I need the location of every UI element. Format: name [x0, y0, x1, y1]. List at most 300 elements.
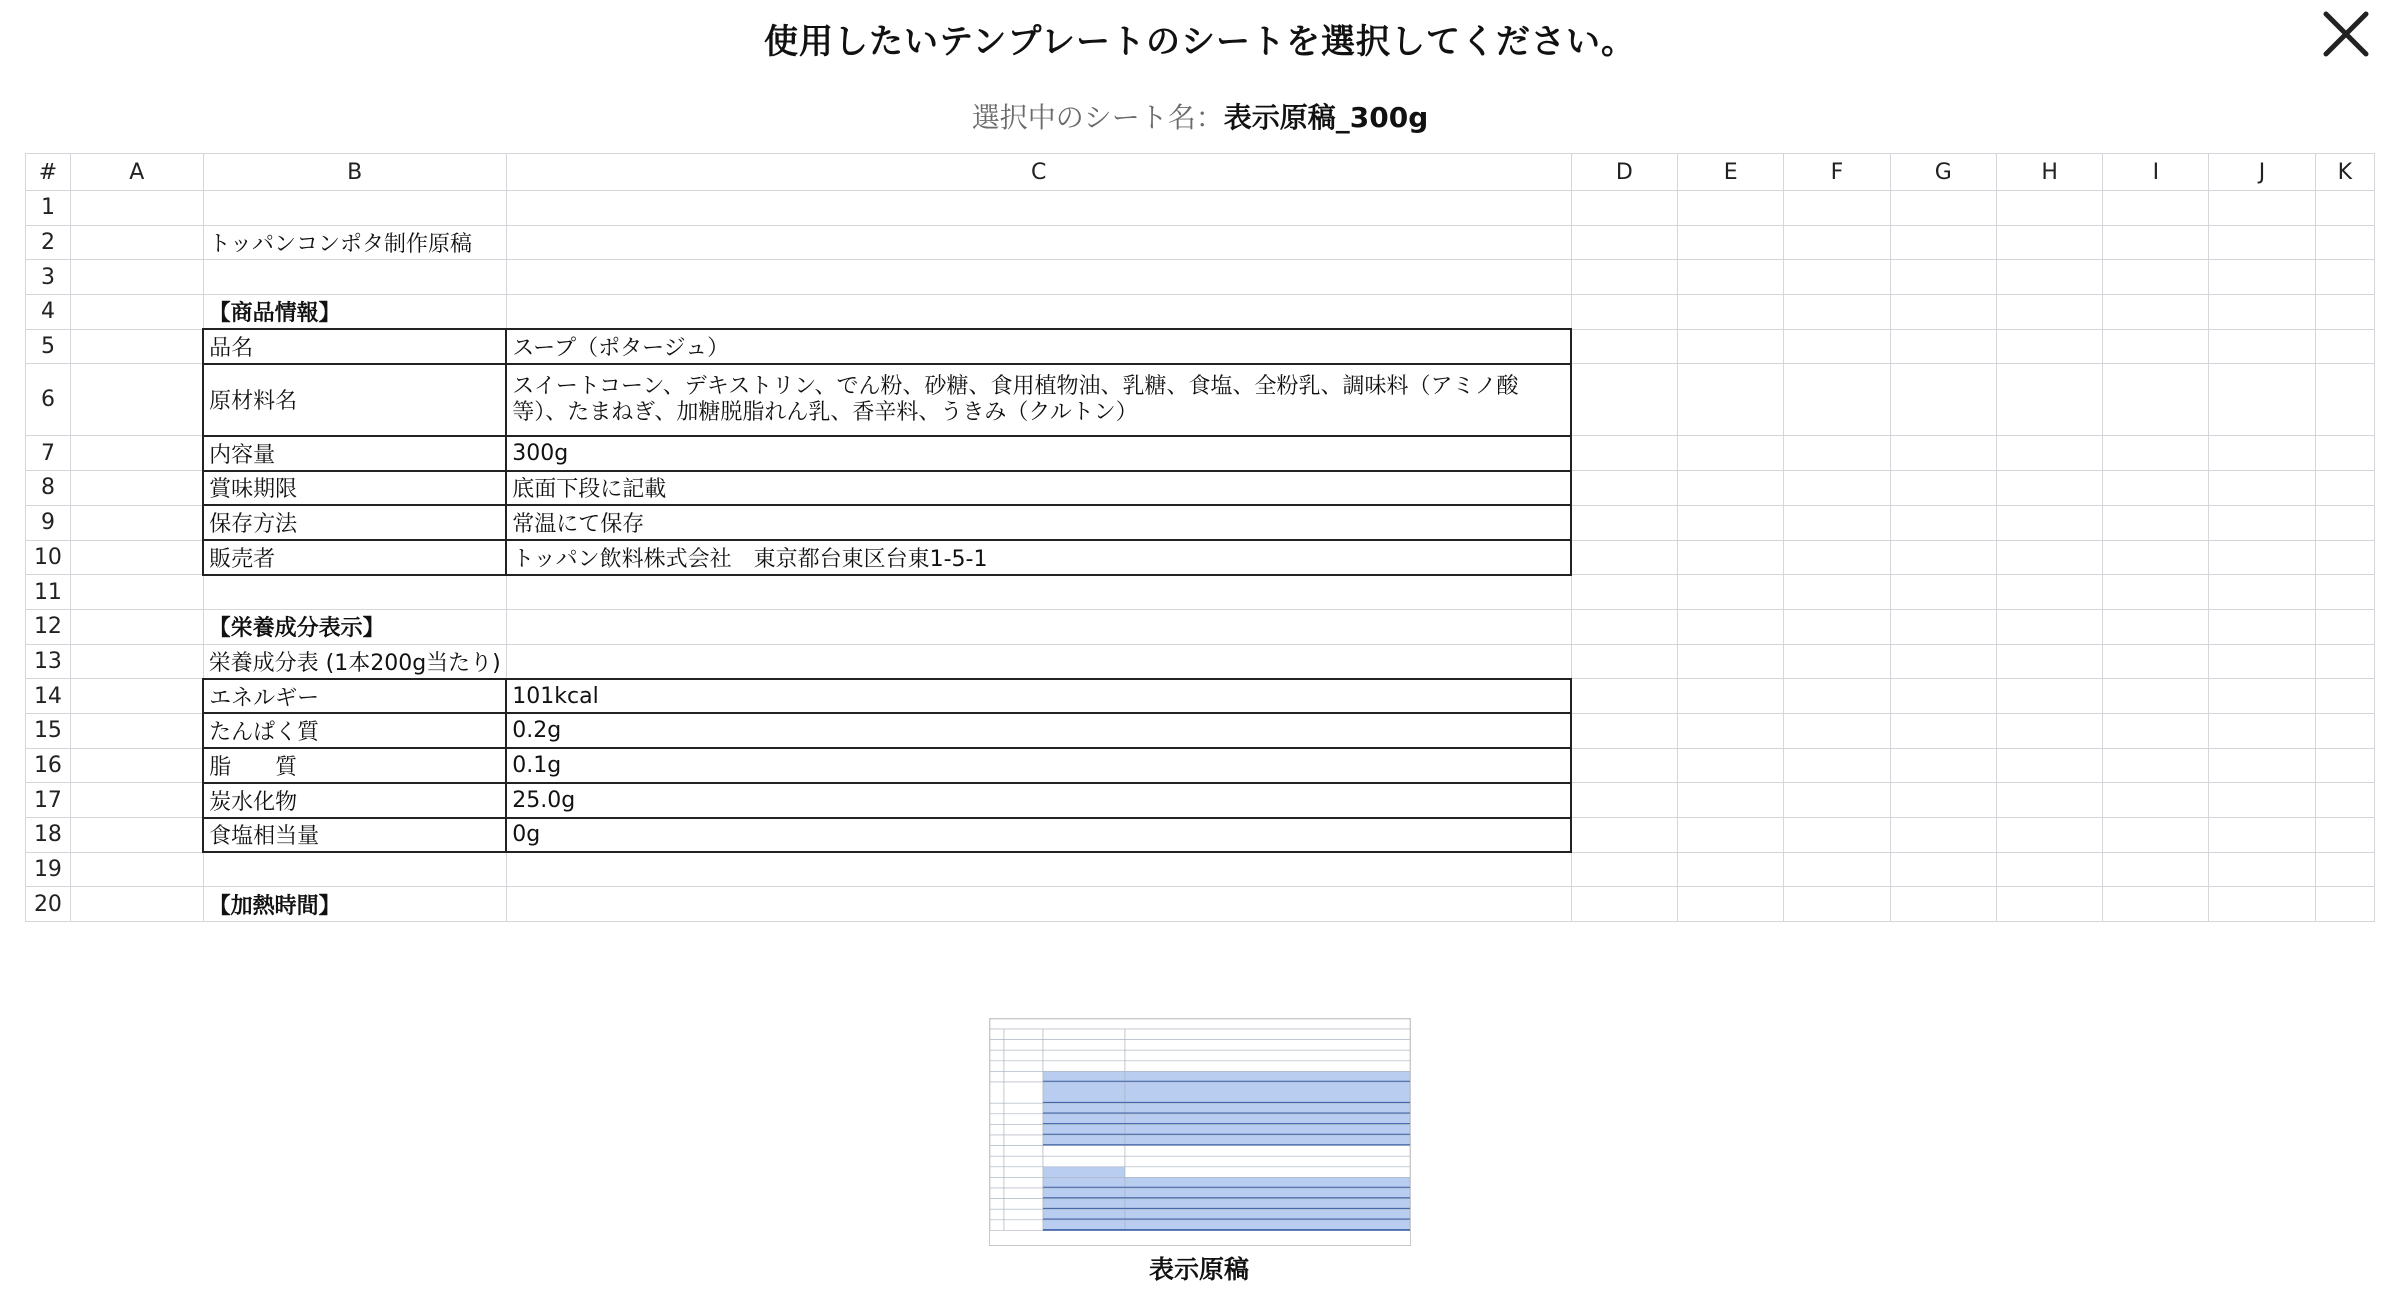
- cell-a: [70, 471, 203, 506]
- thumb-cell: [1125, 1103, 1410, 1114]
- row-number: 3: [26, 260, 71, 295]
- thumbnail-label[interactable]: 表示原稿: [1148, 1255, 1249, 1284]
- cell-h: [1997, 852, 2103, 887]
- cell-k: [2315, 818, 2374, 853]
- sheet-row: [26, 609, 2375, 644]
- cell-f: [1784, 364, 1890, 436]
- thumb-cell: [1043, 1040, 1125, 1051]
- cell-a: [70, 260, 203, 295]
- thumb-cell: [990, 1103, 1004, 1114]
- cell-i: [2103, 191, 2209, 226]
- thumb-cell: [990, 1156, 1004, 1167]
- cell-g: [1890, 679, 1996, 714]
- thumb-cell: [1125, 1146, 1410, 1157]
- cell-d: [1571, 575, 1677, 610]
- sheet-row: [26, 679, 2375, 714]
- column-header-d: D: [1571, 154, 1677, 191]
- cell-f: [1784, 679, 1890, 714]
- thumb-cell: [1043, 1114, 1125, 1125]
- cell-a: [70, 748, 203, 783]
- cell-e: [1678, 887, 1784, 922]
- cell-b: 食塩相当量: [203, 818, 506, 853]
- cell-g: [1890, 609, 1996, 644]
- cell-a: [70, 609, 203, 644]
- sheet-row: [26, 818, 2375, 853]
- cell-j: [2209, 818, 2315, 853]
- cell-f: [1784, 260, 1890, 295]
- cell-b: 炭水化物: [203, 783, 506, 818]
- column-header-c: C: [506, 154, 1571, 191]
- thumb-cell: [990, 1167, 1004, 1178]
- row-number: 8: [26, 471, 71, 506]
- thumb-cell: [1004, 1220, 1043, 1231]
- cell-e: [1678, 329, 1784, 364]
- cell-a: [70, 505, 203, 540]
- cell-k: [2315, 225, 2374, 260]
- cell-b: [203, 260, 506, 295]
- thumb-cell: [1125, 1156, 1410, 1167]
- thumb-cell: [1125, 1029, 1410, 1040]
- sheet-row: [26, 748, 2375, 783]
- cell-f: [1784, 748, 1890, 783]
- cell-c: 300g: [506, 436, 1571, 471]
- sheet-row: [26, 329, 2375, 364]
- sheet-row: [26, 295, 2375, 330]
- cell-c: [506, 852, 1571, 887]
- cell-e: [1678, 852, 1784, 887]
- row-number: 5: [26, 329, 71, 364]
- cell-h: [1997, 644, 2103, 679]
- cell-e: [1678, 364, 1784, 436]
- cell-b: 内容量: [203, 436, 506, 471]
- cell-j: [2209, 575, 2315, 610]
- cell-a: [70, 540, 203, 575]
- cell-g: [1890, 436, 1996, 471]
- cell-a: [70, 818, 203, 853]
- cell-i: [2103, 748, 2209, 783]
- cell-j: [2209, 191, 2315, 226]
- thumb-cell: [1125, 1220, 1410, 1231]
- row-number: 9: [26, 505, 71, 540]
- cell-c: トッパン飲料株式会社 東京都台東区台東1-5-1: [506, 540, 1571, 575]
- cell-d: [1571, 540, 1677, 575]
- thumb-cell: [1043, 1188, 1125, 1199]
- cell-j: [2209, 783, 2315, 818]
- cell-c: 0.1g: [506, 748, 1571, 783]
- cell-e: [1678, 713, 1784, 748]
- cell-e: [1678, 644, 1784, 679]
- cell-d: [1571, 644, 1677, 679]
- cell-g: [1890, 783, 1996, 818]
- cell-h: [1997, 713, 2103, 748]
- sheet-row: [26, 540, 2375, 575]
- row-number: 1: [26, 191, 71, 226]
- cell-k: [2315, 436, 2374, 471]
- selected-sheet-info: [0, 96, 2400, 140]
- column-header-row: [26, 154, 2375, 191]
- cell-h: [1997, 436, 2103, 471]
- cell-c: [506, 887, 1571, 922]
- cell-d: [1571, 505, 1677, 540]
- cell-c: [506, 575, 1571, 610]
- cell-d: [1571, 818, 1677, 853]
- row-number: 6: [26, 364, 71, 436]
- cell-g: [1890, 505, 1996, 540]
- cell-h: [1997, 609, 2103, 644]
- cell-h: [1997, 748, 2103, 783]
- thumb-cell: [990, 1040, 1004, 1051]
- column-header-h: H: [1997, 154, 2103, 191]
- cell-f: [1784, 609, 1890, 644]
- cell-i: [2103, 852, 2209, 887]
- sheet-row: [26, 471, 2375, 506]
- row-number: 10: [26, 540, 71, 575]
- cell-k: [2315, 679, 2374, 714]
- cell-d: [1571, 329, 1677, 364]
- cell-b: 販売者: [203, 540, 506, 575]
- thumb-cell: [990, 1188, 1004, 1199]
- cell-e: [1678, 575, 1784, 610]
- cell-d: [1571, 191, 1677, 226]
- cell-e: [1678, 505, 1784, 540]
- cell-b: たんぱく質: [203, 713, 506, 748]
- cell-a: [70, 679, 203, 714]
- cell-i: [2103, 887, 2209, 922]
- cell-i: [2103, 644, 2209, 679]
- thumb-cell: [990, 1199, 1004, 1210]
- cell-b: [203, 191, 506, 226]
- cell-j: [2209, 260, 2315, 295]
- thumb-cell: [1043, 1071, 1125, 1082]
- cell-j: [2209, 364, 2315, 436]
- cell-h: [1997, 818, 2103, 853]
- cell-i: [2103, 505, 2209, 540]
- sheet-row: [26, 783, 2375, 818]
- selected-sheet-name: 表示原稿_300g: [1223, 101, 1429, 134]
- thumb-cell: [1125, 1188, 1410, 1199]
- thumb-cell: [990, 1071, 1004, 1082]
- cell-a: [70, 783, 203, 818]
- cell-j: [2209, 471, 2315, 506]
- thumb-cell: [1004, 1124, 1043, 1135]
- cell-g: [1890, 329, 1996, 364]
- sheet-table: [25, 153, 2375, 922]
- cell-f: [1784, 329, 1890, 364]
- cell-g: [1890, 225, 1996, 260]
- sheet-row: [26, 225, 2375, 260]
- cell-k: [2315, 260, 2374, 295]
- cell-d: [1571, 887, 1677, 922]
- cell-c: 25.0g: [506, 783, 1571, 818]
- cell-g: [1890, 540, 1996, 575]
- cell-g: [1890, 260, 1996, 295]
- thumb-cell: [1004, 1040, 1043, 1051]
- cell-g: [1890, 818, 1996, 853]
- cell-a: [70, 852, 203, 887]
- cell-a: [70, 436, 203, 471]
- cell-h: [1997, 225, 2103, 260]
- cell-k: [2315, 887, 2374, 922]
- cell-k: [2315, 783, 2374, 818]
- cell-b: エネルギー: [203, 679, 506, 714]
- row-number: 19: [26, 852, 71, 887]
- cell-d: [1571, 436, 1677, 471]
- cell-f: [1784, 575, 1890, 610]
- thumb-cell: [1004, 1029, 1043, 1040]
- row-number: 18: [26, 818, 71, 853]
- row-number: 2: [26, 225, 71, 260]
- sheet-row: [26, 191, 2375, 226]
- template-thumbnail[interactable]: [989, 1018, 1411, 1246]
- column-header-i: I: [2103, 154, 2209, 191]
- sheet-preview[interactable]: [25, 153, 2375, 968]
- thumb-header: [990, 1019, 1410, 1029]
- thumbnail-preview-image: [990, 1019, 1410, 1245]
- cell-b: 保存方法: [203, 505, 506, 540]
- cell-h: [1997, 260, 2103, 295]
- thumb-cell: [1125, 1071, 1410, 1082]
- cell-c: 0g: [506, 818, 1571, 853]
- cell-j: [2209, 748, 2315, 783]
- sheet-row: [26, 887, 2375, 922]
- row-number: 17: [26, 783, 71, 818]
- cell-d: [1571, 783, 1677, 818]
- cell-k: [2315, 191, 2374, 226]
- thumb-cell: [1125, 1199, 1410, 1210]
- thumb-cell: [1125, 1050, 1410, 1061]
- cell-f: [1784, 540, 1890, 575]
- cell-i: [2103, 471, 2209, 506]
- thumb-cell: [990, 1135, 1004, 1146]
- cell-e: [1678, 540, 1784, 575]
- cell-b: 【加熱時間】: [203, 887, 506, 922]
- cell-h: [1997, 783, 2103, 818]
- thumb-cell: [1125, 1124, 1410, 1135]
- cell-b: 【栄養成分表示】: [203, 609, 506, 644]
- thumb-cell: [1125, 1082, 1410, 1103]
- cell-g: [1890, 295, 1996, 330]
- column-header-a: A: [70, 154, 203, 191]
- thumb-cell: [990, 1209, 1004, 1220]
- cell-h: [1997, 329, 2103, 364]
- cell-g: [1890, 852, 1996, 887]
- thumb-cell: [990, 1177, 1004, 1188]
- cell-j: [2209, 436, 2315, 471]
- cell-d: [1571, 364, 1677, 436]
- cell-f: [1784, 471, 1890, 506]
- thumb-cell: [1004, 1209, 1043, 1220]
- cell-e: [1678, 436, 1784, 471]
- cell-b: 原材料名: [203, 364, 506, 436]
- cell-f: [1784, 818, 1890, 853]
- sheet-row: [26, 505, 2375, 540]
- cell-f: [1784, 783, 1890, 818]
- thumb-cell: [1004, 1114, 1043, 1125]
- selected-sheet-label: 選択中のシート名：: [971, 101, 1224, 134]
- thumb-cell: [990, 1124, 1004, 1135]
- thumb-cell: [1043, 1167, 1125, 1178]
- thumb-cell: [1004, 1167, 1043, 1178]
- dialog-title: 使用したいテンプレートのシートを選択してください。: [764, 22, 1636, 62]
- cell-k: [2315, 609, 2374, 644]
- cell-f: [1784, 436, 1890, 471]
- thumb-cell: [1043, 1061, 1125, 1072]
- thumb-cell: [1043, 1135, 1125, 1146]
- cell-i: [2103, 818, 2209, 853]
- cell-b: 品名: [203, 329, 506, 364]
- cell-k: [2315, 505, 2374, 540]
- cell-j: [2209, 713, 2315, 748]
- cell-f: [1784, 713, 1890, 748]
- thumb-cell: [1125, 1061, 1410, 1072]
- cell-j: [2209, 887, 2315, 922]
- cell-f: [1784, 887, 1890, 922]
- thumb-cell: [1043, 1220, 1125, 1231]
- cell-c: 101kcal: [506, 679, 1571, 714]
- thumb-cell: [990, 1114, 1004, 1125]
- column-header-b: B: [203, 154, 506, 191]
- thumb-cell: [1004, 1071, 1043, 1082]
- cell-j: [2209, 644, 2315, 679]
- cell-d: [1571, 713, 1677, 748]
- corner-header: #: [26, 154, 71, 191]
- cell-h: [1997, 364, 2103, 436]
- sheet-row: [26, 575, 2375, 610]
- thumb-cell: [1125, 1177, 1410, 1188]
- cell-e: [1678, 471, 1784, 506]
- sheet-row: [26, 436, 2375, 471]
- sheet-row: [26, 852, 2375, 887]
- column-header-f: F: [1784, 154, 1890, 191]
- row-number: 4: [26, 295, 71, 330]
- row-number: 12: [26, 609, 71, 644]
- cell-a: [70, 191, 203, 226]
- cell-a: [70, 713, 203, 748]
- cell-j: [2209, 329, 2315, 364]
- row-number: 14: [26, 679, 71, 714]
- cell-i: [2103, 364, 2209, 436]
- cell-j: [2209, 679, 2315, 714]
- cell-e: [1678, 818, 1784, 853]
- cell-c: [506, 260, 1571, 295]
- cell-a: [70, 329, 203, 364]
- cell-b: [203, 575, 506, 610]
- cell-h: [1997, 505, 2103, 540]
- cell-a: [70, 364, 203, 436]
- thumb-cell: [1043, 1103, 1125, 1114]
- cell-c: [506, 644, 1571, 679]
- cell-e: [1678, 260, 1784, 295]
- cell-e: [1678, 225, 1784, 260]
- thumb-cell: [1043, 1146, 1125, 1157]
- thumb-cell: [1043, 1156, 1125, 1167]
- cell-c: [506, 609, 1571, 644]
- cell-k: [2315, 471, 2374, 506]
- sheet-row: [26, 364, 2375, 436]
- cell-i: [2103, 295, 2209, 330]
- thumb-cell: [1004, 1199, 1043, 1210]
- cell-k: [2315, 295, 2374, 330]
- cell-g: [1890, 471, 1996, 506]
- cell-h: [1997, 679, 2103, 714]
- cell-f: [1784, 644, 1890, 679]
- cell-c: [506, 191, 1571, 226]
- thumb-cell: [1004, 1188, 1043, 1199]
- thumb-cell: [1004, 1156, 1043, 1167]
- cell-g: [1890, 748, 1996, 783]
- thumb-cell: [1004, 1135, 1043, 1146]
- row-number: 16: [26, 748, 71, 783]
- cell-a: [70, 295, 203, 330]
- cell-a: [70, 644, 203, 679]
- column-header-j: J: [2209, 154, 2315, 191]
- thumb-cell: [1043, 1124, 1125, 1135]
- cell-c: [506, 225, 1571, 260]
- cell-h: [1997, 575, 2103, 610]
- cell-k: [2315, 644, 2374, 679]
- thumb-cell: [990, 1146, 1004, 1157]
- thumb-cell: [1125, 1167, 1410, 1178]
- thumb-cell: [990, 1061, 1004, 1072]
- close-button[interactable]: [2318, 6, 2374, 62]
- cell-d: [1571, 225, 1677, 260]
- cell-f: [1784, 225, 1890, 260]
- thumb-cell: [1043, 1029, 1125, 1040]
- cell-k: [2315, 364, 2374, 436]
- thumb-cell: [990, 1029, 1004, 1040]
- sheet-row: [26, 713, 2375, 748]
- cell-e: [1678, 748, 1784, 783]
- row-number: 13: [26, 644, 71, 679]
- cell-g: [1890, 713, 1996, 748]
- close-icon: [2318, 6, 2374, 62]
- sheet-row: [26, 260, 2375, 295]
- cell-j: [2209, 609, 2315, 644]
- cell-g: [1890, 887, 1996, 922]
- cell-k: [2315, 329, 2374, 364]
- cell-c: スイートコーン、デキストリン、でん粉、砂糖、食用植物油、乳糖、食塩、全粉乳、調味料（アミノ酸等）、たまねぎ、加糖脱脂れん乳、香辛料、うきみ（クルトン）: [506, 364, 1571, 436]
- cell-e: [1678, 679, 1784, 714]
- column-header-g: G: [1890, 154, 1996, 191]
- row-number: 11: [26, 575, 71, 610]
- cell-a: [70, 575, 203, 610]
- cell-c: 常温にて保存: [506, 505, 1571, 540]
- cell-i: [2103, 713, 2209, 748]
- cell-b: 栄養成分表 (1本200g当たり): [203, 644, 506, 679]
- cell-f: [1784, 505, 1890, 540]
- column-header-e: E: [1678, 154, 1784, 191]
- thumb-cell: [1125, 1209, 1410, 1220]
- cell-i: [2103, 679, 2209, 714]
- cell-i: [2103, 436, 2209, 471]
- thumb-cell: [1004, 1177, 1043, 1188]
- cell-h: [1997, 191, 2103, 226]
- cell-e: [1678, 191, 1784, 226]
- cell-j: [2209, 540, 2315, 575]
- thumb-cell: [1004, 1146, 1043, 1157]
- cell-c: スープ（ポタージュ）: [506, 329, 1571, 364]
- cell-f: [1784, 295, 1890, 330]
- thumb-cell: [1043, 1199, 1125, 1210]
- cell-i: [2103, 225, 2209, 260]
- cell-f: [1784, 852, 1890, 887]
- row-number: 20: [26, 887, 71, 922]
- cell-i: [2103, 329, 2209, 364]
- thumb-cell: [1043, 1082, 1125, 1103]
- column-header-k: K: [2315, 154, 2374, 191]
- cell-h: [1997, 295, 2103, 330]
- thumb-cell: [990, 1082, 1004, 1103]
